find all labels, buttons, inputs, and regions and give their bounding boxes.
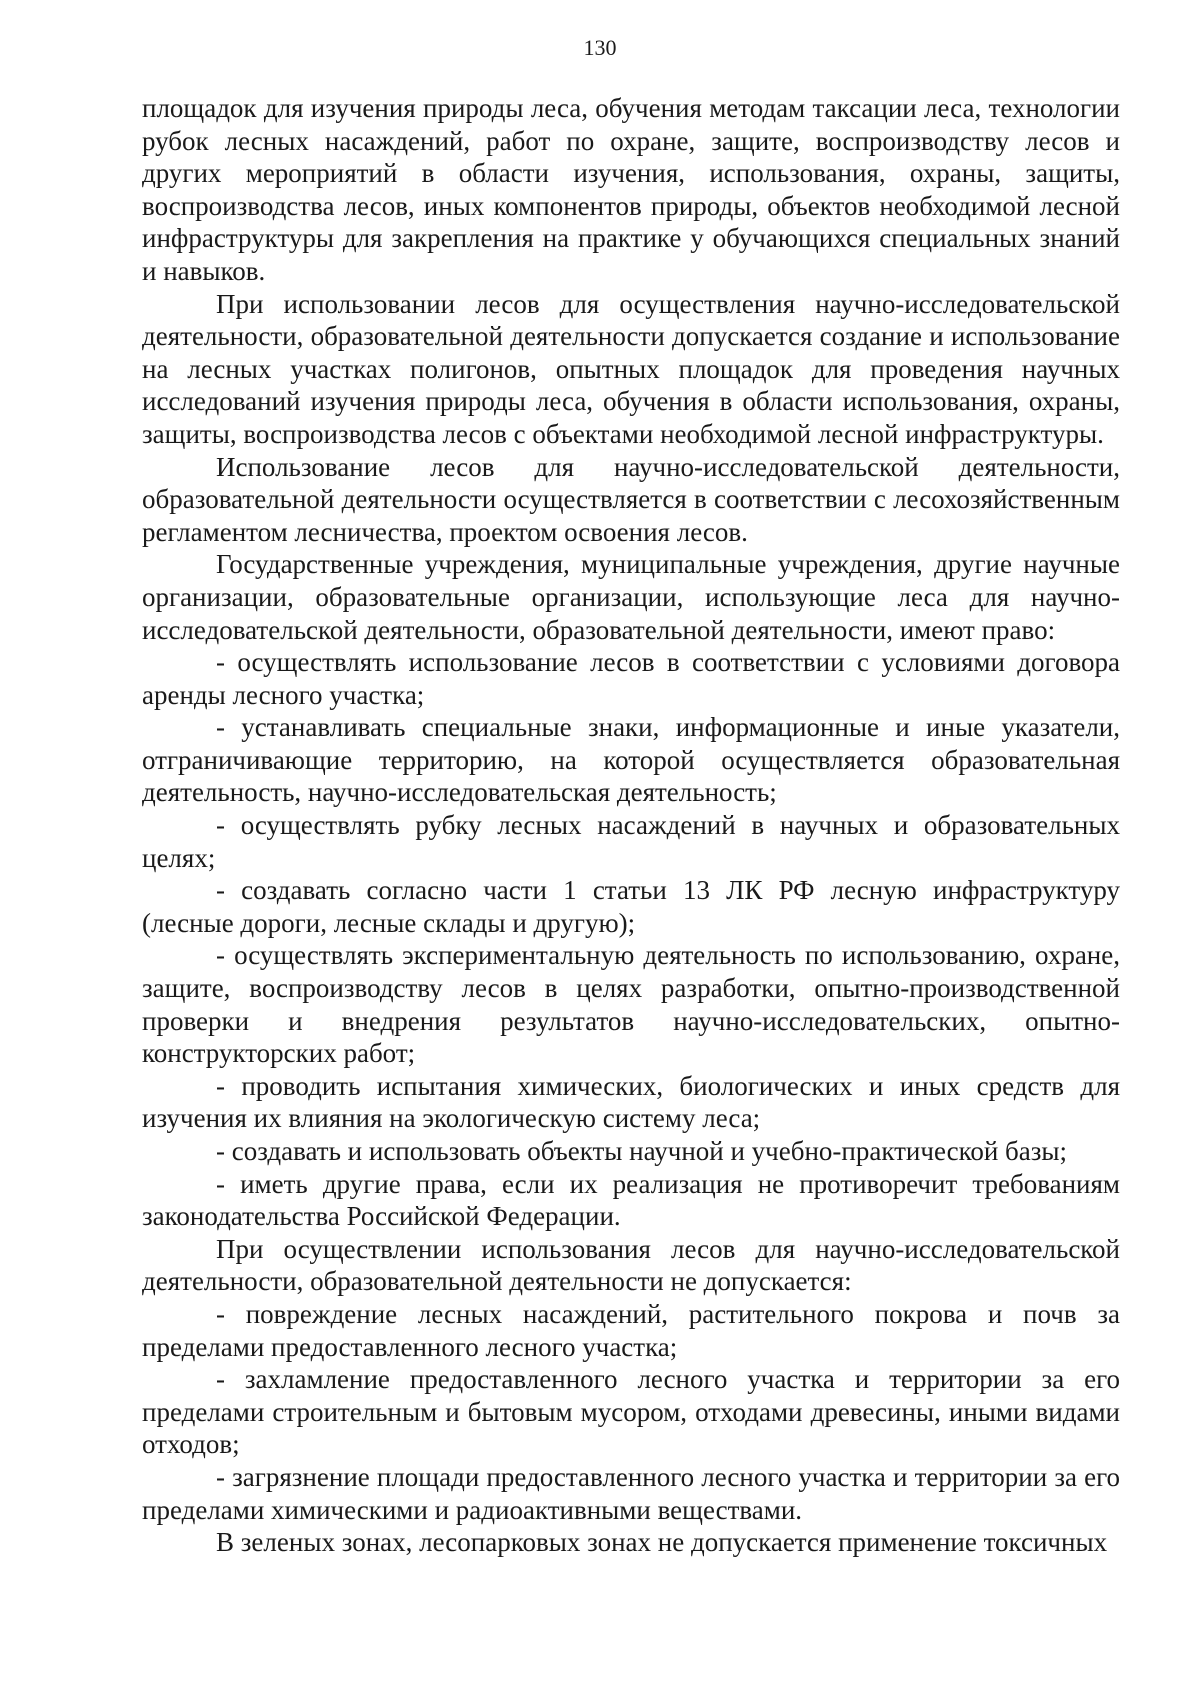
list-item-prohibition: - повреждение лесных насаждений, растительного покрова и почв за пределами предоставленного лесного участка; (142, 1298, 1120, 1362)
document-body (142, 92, 1120, 1559)
list-item-right: - проводить испытания химических, биологических и иных средств для изучения их влияния на экологическую систему леса; (142, 1070, 1120, 1134)
paragraph-research-polygons: При использовании лесов для осуществления научно-исследовательской деятельности, образовательной деятельности допускается создание и использование на лесных участках полигонов, опытных площадок для проведения научных исследований изучения природы леса, обучения в области использования, охраны, защиты, воспроизводства лесов с объектами необходимой лесной инфраструктуры. (142, 288, 1120, 449)
paragraph-prohibitions-intro: При осуществлении использования лесов для научно-исследовательской деятельности, образовательной деятельности не допускается: (142, 1233, 1120, 1297)
page-number: 130 (583, 35, 617, 60)
list-item-right: - создавать согласно части 1 статьи 13 ЛК РФ лесную инфраструктуру (лесные дороги, лесные склады и другую); (142, 875, 1120, 938)
list-item-right: - создавать и использовать объекты научной и учебно-практической базы; (216, 1136, 1068, 1166)
paragraph-green-zones: В зеленых зонах, лесопарковых зонах не допускается применение токсичных (216, 1527, 1108, 1558)
list-item-prohibition: - захламление предоставленного лесного участка и территории за его пределами строительным и бытовым мусором, отходами древесины, иными видами отходов; (142, 1364, 1120, 1460)
list-item-right: - осуществлять использование лесов в соответствии с условиями договора аренды лесного участка; (142, 647, 1120, 710)
paragraph-forest-use-regulation: Использование лесов для научно-исследовательской деятельности, образовательной деятельности осуществляется в соответствии с лесохозяйственным регламентом лесничества, проектом освоения лесов. (142, 451, 1120, 547)
list-item-right: - осуществлять экспериментальную деятельность по использованию, охране, защите, воспроизводству лесов в целях разработки, опытно-производственной проверки и внедрения результатов научно-исследовательских, опытно-конструкторских работ; (142, 940, 1120, 1069)
paragraph-continuation: площадок для изучения природы леса, обучения методам таксации леса, технологии рубок лесных насаждений, работ по охране, защите, воспроизводству лесов и других мероприятий в области изучения, использования, охраны, защиты, воспроизводства лесов, иных компонентов природы, объектов необходимой лесной инфраструктуры для закрепления на практике у обучающихся специальных знаний и навыков. (142, 93, 1120, 286)
list-item-right: - устанавливать специальные знаки, информационные и иные указатели, отграничивающие территорию, на которой осуществляется образовательная деятельность, научно-исследовательская деятельность; (142, 712, 1120, 808)
paragraph-rights-intro: Государственные учреждения, муниципальные учреждения, другие научные организации, образовательные организации, использующие леса для научно-исследовательской деятельности, образовательной деятельности, имеют право: (142, 549, 1120, 645)
list-item-right: - иметь другие права, если их реализация не противоречит требованиям законодательства Российской Федерации. (142, 1168, 1120, 1232)
list-item-right: - осуществлять рубку лесных насаждений в научных и образовательных целях; (142, 810, 1120, 873)
list-item-prohibition: - загрязнение площади предоставленного лесного участка и территории за его пределами химическими и радиоактивными веществами. (142, 1461, 1120, 1525)
